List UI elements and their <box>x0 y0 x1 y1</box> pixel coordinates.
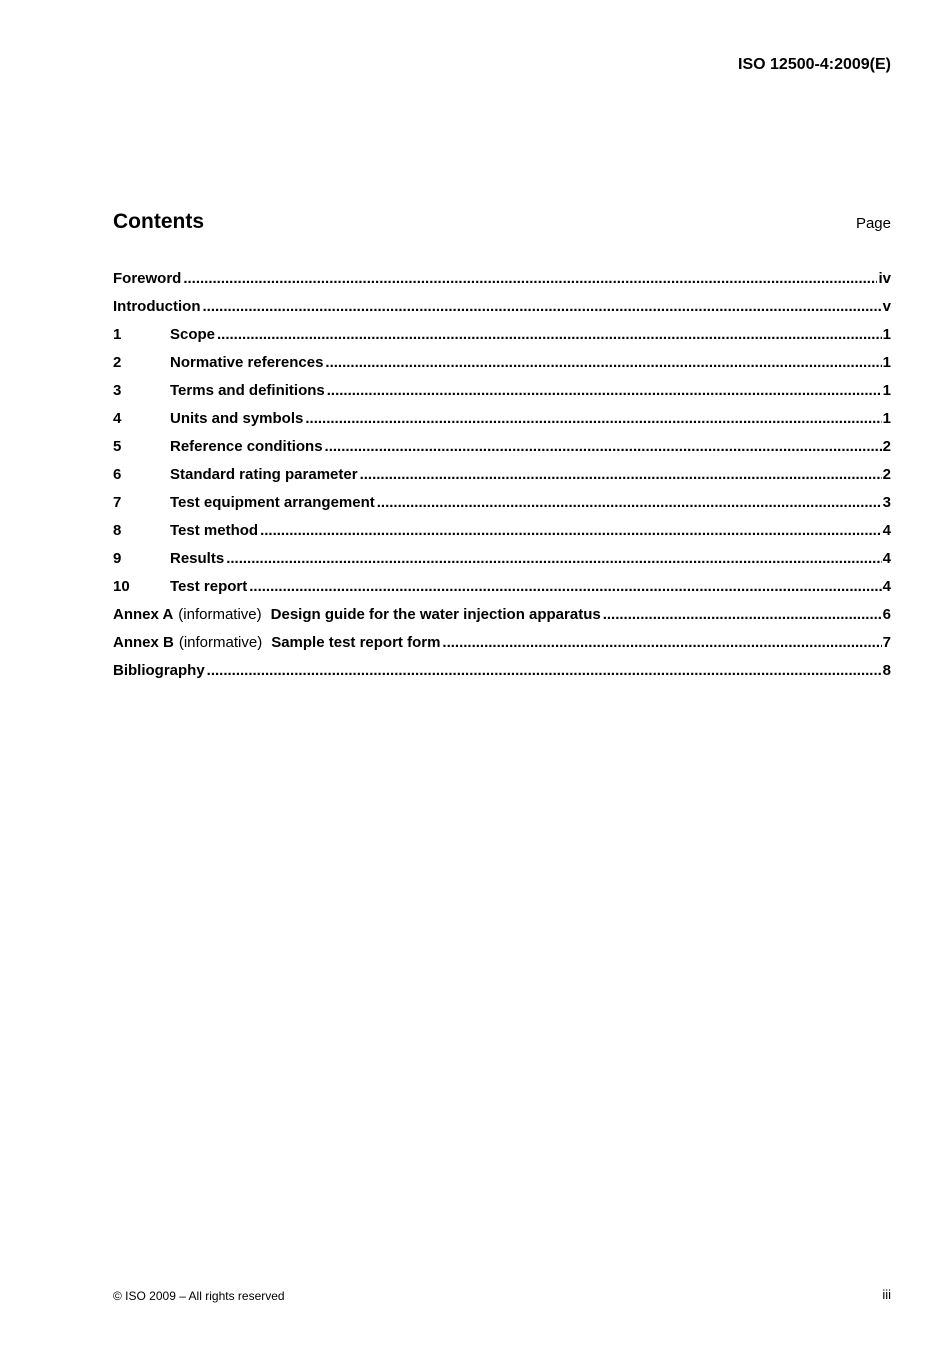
toc-dot-leader <box>207 657 882 685</box>
toc-entry-page: 4 <box>882 550 891 567</box>
toc-dot-leader <box>603 601 882 629</box>
toc-entry-scope[interactable] <box>113 321 891 349</box>
toc-dot-leader <box>325 349 881 377</box>
toc-entry-page: v <box>882 298 891 315</box>
toc-dot-leader <box>217 321 882 349</box>
toc-entry-page: iv <box>878 270 891 287</box>
toc-dot-leader <box>249 573 881 601</box>
toc-entry-page: 1 <box>882 410 891 427</box>
toc-entry-page: 2 <box>882 466 891 483</box>
toc-entry-introduction[interactable] <box>113 293 891 321</box>
toc-dot-leader <box>305 405 881 433</box>
toc-dot-leader <box>360 461 882 489</box>
toc-entry-page: 1 <box>882 326 891 343</box>
page-column-label: Page <box>855 215 891 232</box>
toc-entry-page: 4 <box>882 522 891 539</box>
toc-entry-title: Standard rating parameter <box>170 466 358 483</box>
toc-entry-page: 1 <box>882 354 891 371</box>
toc-entry-number: 5 <box>113 438 122 455</box>
toc-entry-number: 7 <box>113 494 122 511</box>
toc-entry-page: 6 <box>882 606 891 623</box>
toc-entry-number: 9 <box>113 550 122 567</box>
toc-entry-standard-rating-parameter[interactable] <box>113 461 891 489</box>
document-id: ISO 12500-4:2009(E) <box>738 56 891 73</box>
toc-entry-number: 10 <box>113 578 130 595</box>
toc-entry-title: Reference conditions <box>170 438 323 455</box>
toc-entry-title: Foreword <box>113 270 182 287</box>
toc-entry-title: Scope <box>170 326 216 343</box>
annex-type: (informative) <box>178 606 262 623</box>
annex-type: (informative) <box>178 634 263 651</box>
toc-entry-test-report[interactable] <box>113 573 891 601</box>
toc-entry-units-and-symbols[interactable] <box>113 405 891 433</box>
toc-entry-title: Results <box>170 550 225 567</box>
toc-dot-leader <box>325 433 882 461</box>
toc-entry-number: 3 <box>113 382 122 399</box>
toc-dot-leader <box>260 517 882 545</box>
toc-dot-leader <box>327 377 882 405</box>
toc-entry-title: Test equipment arrangement <box>170 494 375 511</box>
toc-entry-results[interactable] <box>113 545 891 573</box>
toc-entry-page: 8 <box>882 662 891 679</box>
toc-dot-leader <box>442 629 881 657</box>
toc-dot-leader <box>226 545 881 573</box>
toc-entry-terms-and-definitions[interactable] <box>113 377 891 405</box>
toc-entry-page: 3 <box>882 494 891 511</box>
toc-entry-title: Bibliography <box>113 662 205 679</box>
toc-entry-page: 2 <box>882 438 891 455</box>
annex-title: Design guide for the water injection apparatus <box>270 606 601 623</box>
toc-entry-title: Introduction <box>113 298 201 315</box>
toc-entry-number: 4 <box>113 410 122 427</box>
toc-entry-test-equipment-arrangement[interactable] <box>113 489 891 517</box>
toc-entry-annex-b[interactable] <box>113 629 891 657</box>
footer-copyright: © ISO 2009 – All rights reserved <box>113 1289 285 1303</box>
toc-entry-foreword[interactable] <box>113 265 891 293</box>
contents-heading: Contents <box>113 210 204 233</box>
annex-title: Sample test report form <box>271 634 441 651</box>
toc-dot-leader <box>202 293 881 321</box>
toc-entry-normative-references[interactable] <box>113 349 891 377</box>
toc-entry-test-method[interactable] <box>113 517 891 545</box>
toc-entry-page: 4 <box>882 578 891 595</box>
toc-entry-title: Test method <box>170 522 259 539</box>
toc-entry-page: 1 <box>882 382 891 399</box>
toc-entry-title: Normative references <box>170 354 324 371</box>
table-of-contents <box>113 265 891 685</box>
toc-entry-bibliography[interactable] <box>113 657 891 685</box>
toc-entry-title: Units and symbols <box>170 410 304 427</box>
toc-entry-title: Terms and definitions <box>170 382 325 399</box>
toc-entry-title: Test report <box>170 578 248 595</box>
toc-entry-reference-conditions[interactable] <box>113 433 891 461</box>
footer-page-number: iii <box>882 1287 891 1302</box>
toc-entry-annex-a[interactable] <box>113 601 891 629</box>
toc-entry-number: 6 <box>113 466 122 483</box>
toc-dot-leader <box>183 265 877 293</box>
annex-label: Annex B <box>113 634 174 651</box>
toc-entry-number: 1 <box>113 326 122 343</box>
annex-label: Annex A <box>113 606 174 623</box>
toc-entry-number: 8 <box>113 522 122 539</box>
toc-entry-page: 7 <box>882 634 891 651</box>
toc-entry-number: 2 <box>113 354 122 371</box>
toc-dot-leader <box>377 489 882 517</box>
